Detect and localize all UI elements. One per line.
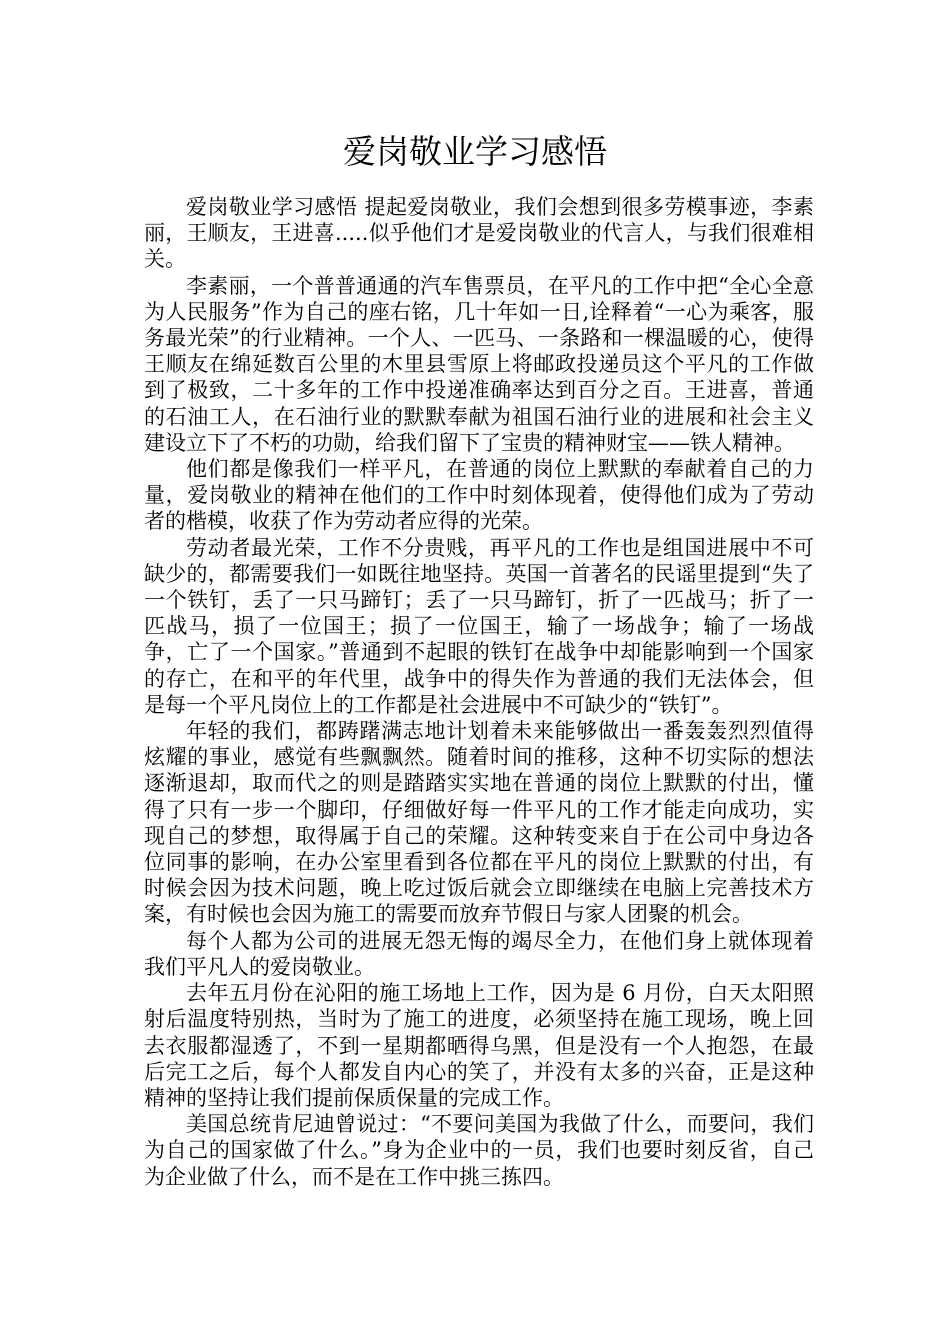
paragraph: 劳动者最光荣，工作不分贵贱，再平凡的工作也是组国进展中不可缺少的，都需要我们一如既往地坚持。英国一首著名的民谣里提到“失了一个铁钉，丢了一只马蹄钉；丢了一只马蹄钉，折了一匹战马；折了一匹战马，损了一位国王；损了一位国王，输了一场战争；输了一场战争，亡了一个国家。”普通到不起眼的铁钉在战争中却能影响到一个国家的存亡，在和平的年代里，战争中的得失作为普通的我们无法体会，但是每一个平凡岗位上的工作都是社会进展中不可缺少的“铁钉”。 — [144, 535, 814, 717]
paragraph: 爱岗敬业学习感悟 提起爱岗敬业，我们会想到很多劳模事迹，李素丽，王顺友，王进喜.....似乎他们才是爱岗敬业的代言人，与我们很难相关。 — [144, 195, 814, 272]
paragraph: 去年五月份在沁阳的施工场地上工作，因为是 6 月份，白天太阳照射后温度特别热，当时为了施工的进度，必须坚持在施工现场，晚上回去衣服都湿透了，不到一星期都晒得乌黑，但是没有一个人抱怨，在最后完工之后，每个人都发自内心的笑了，并没有太多的兴奋，正是这种精神的坚持让我们提前保质保量的完成工作。 — [144, 981, 814, 1110]
paragraph: 年轻的我们，都踌躇满志地计划着未来能够做出一番轰轰烈烈值得炫耀的事业，感觉有些飘飘然。随着时间的推移，这种不切实际的想法逐渐退却，取而代之的则是踏踏实实地在普通的岗位上默默的付出，懂得了只有一步一个脚印，仔细做好每一件平凡的工作才能走向成功，实现自己的梦想，取得属于自己的荣耀。这种转变来自于在公司中身边各位同事的影响，在办公室里看到各位都在平凡的岗位上默默的付出，有时候会因为技术问题，晚上吃过饭后就会立即继续在电脑上完善技术方案，有时候也会因为施工的需要而放弃节假日与家人团聚的机会。 — [144, 719, 814, 927]
document-body — [144, 194, 814, 1190]
paragraph: 他们都是像我们一样平凡，在普通的岗位上默默的奉献着自己的力量，爱岗敬业的精神在他们的工作中时刻体现着，使得他们成为了劳动者的楷模，收获了作为劳动者应得的光荣。 — [144, 457, 814, 534]
document-title: 爱岗敬业学习感悟 — [343, 132, 607, 171]
paragraph: 李素丽，一个普普通通的汽车售票员，在平凡的工作中把“全心全意为人民服务”作为自己的座右铭，几十年如一日,诠释着“一心为乘客，服务最光荣”的行业精神。一个人、一匹马、一条路和一棵温暖的心，使得王顺友在绵延数百公里的木里县雪原上将邮政投递员这个平凡的工作做到了极致，二十多年的工作中投递准确率达到百分之百。王进喜，普通的石油工人，在石油行业的默默奉献为祖国石油行业的进展和社会主义建设立下了不朽的功勋，给我们留下了宝贵的精神财宝——铁人精神。 — [144, 273, 814, 455]
paragraph: 美国总统肯尼迪曾说过：“不要问美国为我做了什么，而要问，我们为自己的国家做了什么。”身为企业中的一员，我们也要时刻反省，自己为企业做了什么，而不是在工作中挑三拣四。 — [144, 1112, 814, 1189]
paragraph: 每个人都为公司的进展无怨无悔的竭尽全力，在他们身上就体现着我们平凡人的爱岗敬业。 — [144, 928, 814, 979]
